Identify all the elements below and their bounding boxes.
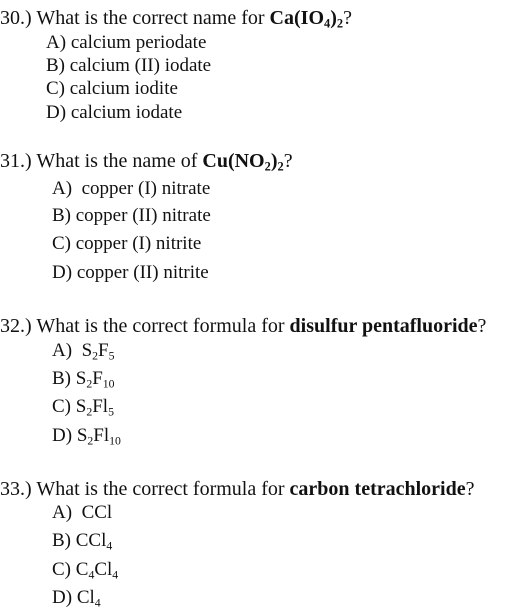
answer-option-d: D) $Cl_4$ — [52, 587, 101, 610]
answer-option-a: A) calcium periodate — [46, 32, 207, 53]
compound-name: carbon tetrachloride — [289, 478, 466, 500]
answer-option-c: C) copper (I) nitrite — [52, 233, 202, 254]
answer-option-d: D) copper (II) nitrite — [52, 262, 209, 283]
answer-option-d: D) calcium iodate — [46, 102, 183, 123]
chemical-formula: $Cu(NO_2)_2$ — [202, 150, 284, 174]
question-number: 32.) — [0, 315, 32, 337]
question-prompt: What is the name of — [36, 150, 198, 172]
answer-option-c: C) $C_4Cl_4$ — [52, 559, 119, 582]
answer-option-b: B) CCl$_4$ — [52, 530, 113, 553]
question-33-stem: 33.) What is the correct formula for carbon tetrachloride? — [0, 478, 475, 500]
question-number: 33.) — [0, 478, 32, 500]
answer-option-c: C) calcium iodite — [46, 78, 178, 99]
answer-option-b: B) copper (II) nitrate — [52, 205, 211, 226]
question-31-stem: 31.) What is the name of $Cu(NO_2)_2$? — [0, 150, 293, 174]
question-prompt: What is the correct formula for — [36, 315, 285, 337]
question-32-stem: 32.) What is the correct formula for disulfur pentafluoride? — [0, 315, 487, 337]
answer-option-b: B) calcium (II) iodate — [46, 55, 212, 76]
question-prompt: What is the correct formula for — [36, 478, 285, 500]
question-number: 31.) — [0, 150, 32, 172]
answer-option-b: B) $S_2F_{10}$ — [52, 368, 115, 391]
answer-option-a: A) $S_2F_5$ — [52, 340, 115, 363]
compound-name: disulfur pentafluoride — [289, 315, 478, 337]
question-30-stem: 30.) What is the correct name for $Ca(IO_4)_2$? — [0, 7, 352, 31]
question-prompt: What is the correct name for — [36, 7, 265, 29]
question-number: 30.) — [0, 7, 32, 29]
answer-option-a: A) copper (I) nitrate — [52, 178, 211, 199]
answer-option-a: A) CCl — [52, 502, 113, 523]
answer-option-d: D) $S_2Fl_{10}$ — [52, 425, 121, 448]
answer-option-c: C) $S_2Fl_5$ — [52, 396, 114, 419]
chemical-formula: $Ca(IO_4)_2$ — [269, 7, 344, 31]
